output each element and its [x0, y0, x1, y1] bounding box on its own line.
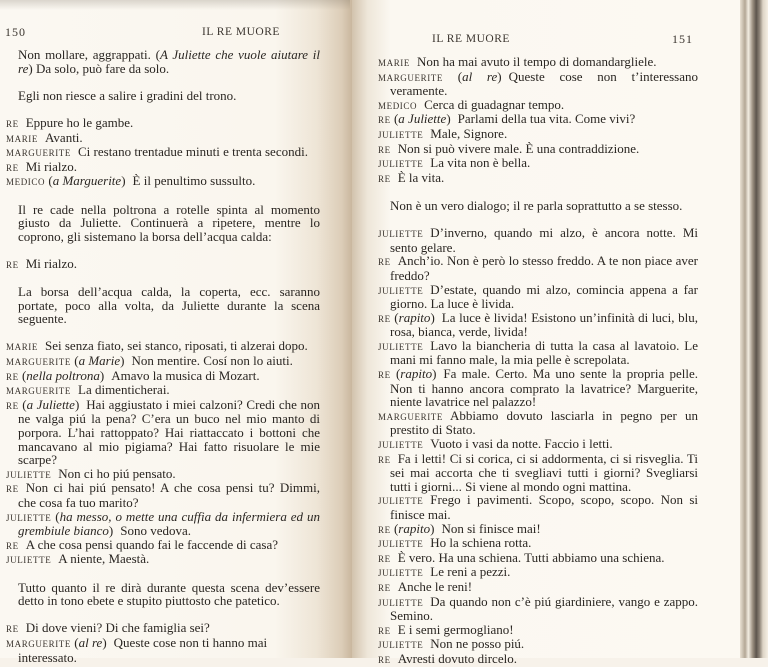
speaker-name: juliette [378, 156, 424, 171]
dialogue-line [378, 171, 698, 186]
dialogue-line: re (rapito) La luce è livida! Esistono un’infinità di luci, blu, rosa, bianca, verde, livida! [378, 309, 698, 340]
speaker-name: re [6, 115, 19, 130]
text-span: È vero. Ha una schiena. Tutti abbiamo una schiena. [397, 549, 665, 565]
text-span: La dimenticherai. [78, 382, 170, 398]
dialogue-line: re (nella poltrona) Amavo la musica di Mozart. [6, 367, 260, 383]
speaker-name: juliette [378, 437, 424, 452]
speaker-name: re [378, 112, 391, 127]
dialogue-line [6, 145, 320, 160]
page-number-left: 150 [5, 25, 26, 39]
dialogue-line [378, 226, 698, 254]
text-span: Le reni a pezzi. [430, 564, 511, 580]
dialogue-line [6, 339, 320, 354]
stage-direction-inline: nella poltrona [26, 367, 100, 383]
text-span: Hai aggiustato i miei calzoni? Credi che non ne valga piú la pena? C’era un buco nel mio manto di porpora. L’hai rattoppato? Hai riattaccato i bottoni che mancavano al mio pigiama? Hai fatto risuolare le mie scarpe? [18, 396, 320, 468]
text-span: Queste cose non t’interessano veramente. [390, 68, 698, 99]
dialogue-line [378, 637, 698, 652]
speaker-name: re [378, 254, 391, 269]
speaker-name: re [378, 622, 391, 637]
stage-direction: Egli non riesce a salire i gradini del trono. [18, 87, 237, 103]
speaker-name: juliette [6, 466, 52, 481]
text-span: Vuoto i vasi da notte. Faccio i letti. [430, 436, 613, 452]
stage-direction-inline: al re [78, 634, 103, 650]
dialogue-line [378, 156, 698, 171]
dialogue-line [378, 98, 698, 113]
speaker-name: marguerite [6, 635, 71, 650]
speaker-name: re [6, 537, 19, 552]
text-span: Mi rialzo. [25, 158, 77, 174]
speaker-name: re [6, 481, 19, 496]
speaker-name: marie [6, 130, 38, 145]
stage-direction: La borsa dell’acqua calda, la coperta, ecc. saranno portate, poco alla volta, da Juliette durante la scena seguente. [18, 284, 320, 327]
dialogue-line [378, 536, 698, 551]
text-span: Non ci ho piú pensato. [58, 465, 176, 481]
text-span: Fa i letti! Ci si corica, ci si addormenta, ci si risveglia. Ti sei mai accorta che ti svegliavi tutti i giorni? Svegliarsi tutti i giorni... Si viene al mondo ogni mattina. [390, 450, 698, 494]
text-span: Sono vedova. [120, 523, 191, 539]
dialogue-line [6, 131, 320, 146]
stage-direction-inline: ha messo, o mette una cuffia da infermiera ed un grembiule bianco [18, 508, 320, 539]
text-span: Eppure ho le gambe. [25, 114, 134, 130]
dialogue-line [6, 621, 320, 636]
speaker-name: re [378, 367, 391, 382]
text-span: La luce è livida! Esistono un’infinità di luci, blu, rosa, bianca, verde, livida! [390, 309, 698, 340]
speaker-name: marie [6, 339, 38, 354]
stage-direction-inline: a Marguerite [52, 173, 122, 189]
text-span: D’inverno, quando mi alzo, è ancora notte. Mi sento gelare. [390, 225, 698, 255]
speaker-name: juliette [378, 126, 424, 141]
stage-direction-inline: a Juliette [398, 111, 447, 127]
dialogue-line [378, 55, 698, 70]
text-span: Anche le reni! [397, 578, 473, 594]
text-span: Parlami della tua vita. Come vivi? [457, 111, 636, 127]
speaker-name: juliette [378, 226, 424, 241]
text-span: Male, Signore. [430, 125, 508, 141]
text-span: Abbiamo dovuto lasciarla in pegno per un prestito di Stato. [390, 407, 698, 438]
text-span: Non si può vivere male. È una contraddizione. [397, 140, 640, 156]
stage-direction-inline: al re [462, 68, 498, 84]
speaker-name: marguerite [6, 383, 71, 398]
speech-continuation [6, 48, 320, 75]
speaker-name: juliette [378, 338, 424, 353]
speaker-name: re [378, 550, 391, 565]
speaker-name: juliette [6, 509, 52, 524]
dialogue-line: medico (a Marguerite) È il penultimo sussulto. [6, 173, 256, 189]
speaker-name: re [6, 397, 19, 412]
speaker-name: re [378, 521, 391, 536]
page-number-right: 151 [672, 32, 693, 46]
right-page-text [378, 55, 698, 667]
dialogue-line [378, 142, 698, 157]
dialogue-line [378, 580, 698, 595]
speaker-name: marguerite [378, 408, 443, 423]
dialogue-line [378, 623, 698, 638]
dialogue-line [6, 160, 320, 175]
speaker-name: re [378, 579, 391, 594]
dialogue-line [378, 339, 698, 367]
text-span: Fa male. Certo. Ma uno sente la propria pelle. Non ti hanno ancora comprato la lavatrice? Marguerite, niente lavatrice nel palazzo! [390, 366, 698, 410]
speaker-name: re [378, 451, 391, 466]
dialogue-line: re (rapito) Fa male. Certo. Ma uno sente la propria pelle. Non ti hanno ancora comprato la lavatrice? Marguerite, niente lavatrice nel palazzo! [378, 366, 698, 410]
stage-direction-inline: a Marie [78, 353, 121, 369]
text-span: Non ci hai piú pensato! A che cosa pensi tu? Dimmi, che cosa fa tuo marito? [18, 480, 320, 510]
text-span: Sei senza fiato, sei stanco, riposati, ti alzerai dopo. [45, 338, 308, 354]
stage-direction: Il re cade nella poltrona a rotelle spinta al momento giusto da Juliette. Continuerà a ripetere, mentre lo coprono, gli sistemano la borsa dell’acqua calda: [18, 201, 320, 244]
running-head-right: IL RE MUORE [432, 33, 510, 45]
left-page-text [6, 48, 320, 664]
speaker-name: juliette [378, 565, 424, 580]
speaker-name: re [378, 651, 391, 666]
stage-direction: Tutto quanto il re dirà durante questa scena dev’essere detto in tono ebete e stupito piuttosto che patetico. [18, 579, 320, 609]
stage-direction-inline: rapito [398, 520, 431, 536]
text-span: Avresti dovuto dircelo. [397, 650, 517, 666]
dialogue-line: re (a Juliette) Parlami della tua vita. Come vivi? [378, 111, 636, 127]
text-span: Non ne posso piú. [430, 636, 525, 652]
dialogue-line: re (a Juliette) Hai aggiustato i miei calzoni? Credi che non ne valga piú la pena? C’era un buco nel mio manto di porpora. L’hai rattoppato? Hai riattaccato i bottoni che mancavano al mio pigiama? Hai fatto risuolare le mie scarpe? [6, 396, 320, 468]
speaker-name: juliette [378, 536, 424, 551]
text-span: Queste cose non ti hanno mai interessato. [18, 634, 268, 665]
speaker-name: marie [378, 55, 410, 69]
page-shadow [0, 0, 350, 10]
dialogue-line [378, 551, 698, 566]
text-span: Non si finisce mai! [441, 520, 541, 536]
dialogue-line [6, 481, 320, 509]
text-span: ) Da solo, può fare da solo. [28, 60, 170, 76]
dialogue-line [378, 283, 698, 311]
text-span: È il penultimo sussulto. [132, 173, 256, 189]
dialogue-line [378, 437, 698, 452]
dialogue-line: marguerite (al re) Queste cose non t’interessano veramente. [378, 68, 698, 99]
text-span: Cerca di guadagnar tempo. [424, 96, 565, 112]
dialogue-line [6, 467, 320, 482]
speaker-name: re [378, 141, 391, 156]
text-span: È la vita. [397, 169, 445, 185]
speaker-name: re [378, 310, 391, 325]
text-span: Lavo la biancheria di tutta la casa al lavatoio. Le mani mi fanno male, la mia pelle è screpolata. [390, 337, 698, 368]
text-span: Frego i pavimenti. Scopo, scopo, scopo. Non si finisce mai. [390, 492, 698, 522]
text-span: Non mollare, aggrappati. ( [18, 47, 160, 62]
dialogue-line [378, 452, 698, 494]
speaker-name: medico [6, 174, 46, 189]
dialogue-line [378, 254, 698, 282]
speaker-name: re [6, 368, 19, 383]
speaker-name: juliette [378, 493, 424, 508]
dialogue-line [378, 493, 698, 521]
text-span: Anch’io. Non è però lo stesso freddo. A te non piace aver freddo? [390, 253, 698, 283]
speaker-name: marguerite [6, 354, 71, 369]
dialogue-line [378, 652, 698, 667]
text-span: Amavo la musica di Mozart. [111, 367, 260, 383]
dialogue-line [6, 552, 320, 567]
running-head-left: IL RE MUORE [202, 26, 280, 38]
text-span: A niente, Maestà. [58, 551, 150, 567]
speaker-name: marguerite [378, 69, 443, 84]
speaker-name: marguerite [6, 145, 71, 160]
text-span: Di dove vieni? Di che famiglia sei? [25, 620, 210, 636]
dialogue-line [378, 127, 698, 142]
speaker-name: juliette [378, 282, 424, 297]
text-span: La vita non è bella. [430, 155, 531, 171]
text-span: Non mentire. Cosí non lo aiuti. [131, 353, 293, 369]
dialogue-line: marguerite (a Marie) Non mentire. Cosí non lo aiuti. [6, 353, 293, 369]
dialogue-line [378, 409, 698, 437]
text-span: Avanti. [45, 129, 83, 145]
text-span: Mi rialzo. [25, 255, 77, 271]
speaker-name: re [378, 170, 391, 185]
stage-direction-inline: A Juliette che vuole aiutare il re [18, 47, 320, 76]
stage-direction-inline: rapito [400, 366, 433, 382]
dialogue-line [6, 383, 320, 398]
text-span: Ho la schiena rotta. [430, 535, 532, 551]
dialogue-line [6, 257, 320, 272]
speaker-name: juliette [378, 637, 424, 652]
stage-direction: Non è un vero dialogo; il re parla soprattutto a se stesso. [390, 197, 683, 213]
text-span: Non ha mai avuto il tempo di domandargliele. [417, 54, 657, 69]
speaker-name: medico [378, 97, 418, 112]
text-span: D’estate, quando mi alzo, comincia appena a far giorno. La luce è livida. [390, 281, 698, 312]
dialogue-line [378, 565, 698, 580]
text-span: Ci restano trentadue minuti e trenta secondi. [78, 144, 308, 160]
text-span: Da quando non c’è piú giardiniere, vango e zappo. Semino. [390, 593, 698, 624]
text-span: E i semi germogliano! [397, 621, 514, 637]
stage-direction-inline: a Juliette [26, 396, 75, 412]
dialogue-line: re (rapito) Non si finisce mai! [378, 520, 541, 536]
text-span: A che cosa pensi quando fai le faccende di casa? [25, 536, 278, 552]
dialogue-line [6, 538, 320, 553]
dialogue-line [6, 116, 320, 131]
speaker-name: re [6, 621, 19, 636]
stage-direction-inline: rapito [398, 309, 431, 325]
dialogue-line: juliette (ha messo, o mette una cuffia da infermiera ed un grembiule bianco) Sono vedova. [6, 508, 320, 539]
page-edges [740, 0, 768, 658]
speaker-name: juliette [6, 552, 52, 567]
speaker-name: juliette [378, 594, 424, 609]
dialogue-line [378, 595, 698, 623]
speaker-name: re [6, 159, 19, 174]
speaker-name: re [6, 256, 19, 271]
dialogue-line: marguerite (al re) Queste cose non ti hanno mai interessato. [6, 634, 268, 665]
